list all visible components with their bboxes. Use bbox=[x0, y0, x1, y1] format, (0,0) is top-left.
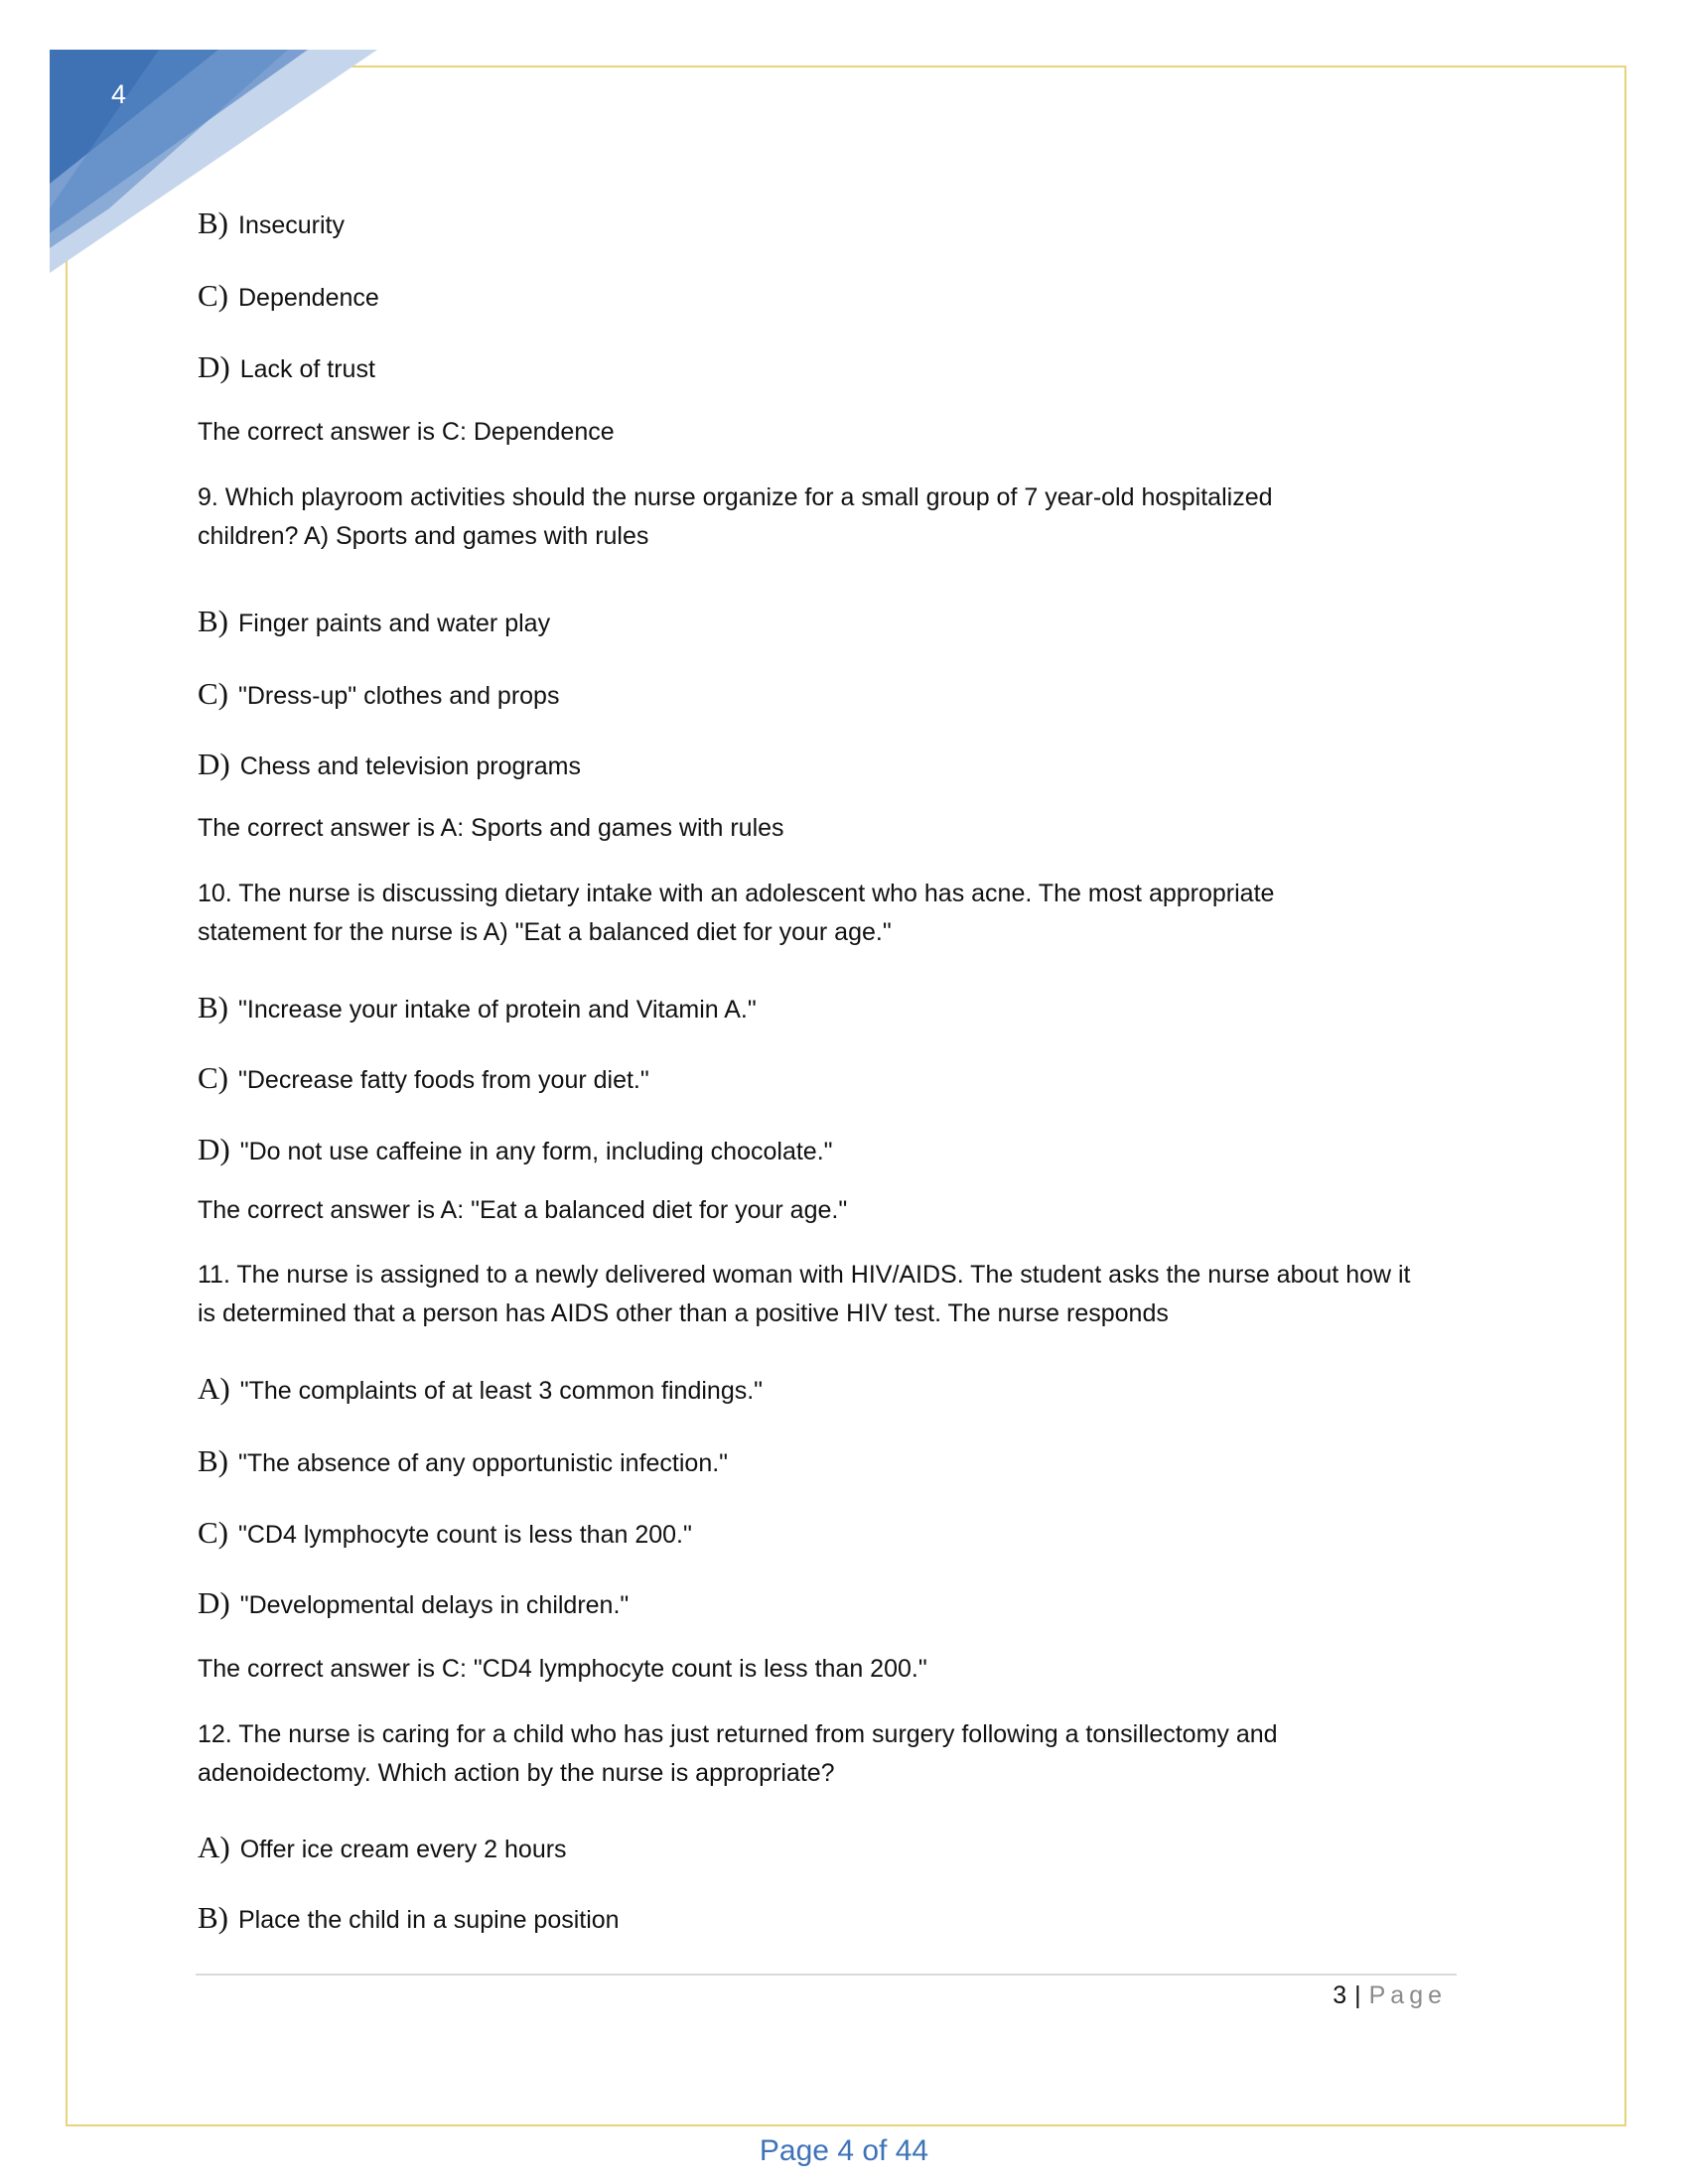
question-text bbox=[198, 1715, 1278, 1793]
correct-answer: The correct answer is C: "CD4 lymphocyte count is less than 200." bbox=[198, 1655, 927, 1683]
answer-option bbox=[198, 1828, 567, 1869]
option-text: Lack of trust bbox=[239, 355, 375, 383]
option-text: Insecurity bbox=[238, 211, 345, 239]
answer-option bbox=[198, 1898, 620, 1940]
option-text: "The complaints of at least 3 common findings." bbox=[239, 1377, 764, 1405]
option-letter: B) bbox=[198, 990, 228, 1024]
answer-option bbox=[198, 1513, 692, 1555]
answer-option bbox=[198, 988, 757, 1029]
question-text bbox=[198, 875, 1274, 952]
correct-answer: The correct answer is C: Dependence bbox=[198, 418, 615, 446]
option-letter: C) bbox=[198, 278, 228, 313]
answer-option bbox=[198, 1583, 629, 1625]
answer-option bbox=[198, 1369, 763, 1411]
correct-answer: The correct answer is A: "Eat a balanced diet for your age." bbox=[198, 1196, 848, 1224]
question-line: 12. The nurse is caring for a child who has just returned from surgery following a tonsillectomy and bbox=[198, 1720, 1278, 1748]
option-text: Place the child in a supine position bbox=[238, 1906, 620, 1934]
answer-option bbox=[198, 1058, 649, 1100]
answer-option bbox=[198, 1441, 728, 1483]
option-letter: D) bbox=[198, 747, 230, 781]
answer-option bbox=[198, 674, 559, 716]
option-letter: B) bbox=[198, 1900, 228, 1935]
page-separator: | bbox=[1354, 1981, 1361, 2009]
question-line: 11. The nurse is assigned to a newly delivered woman with HIV/AIDS. The student asks the nurse about how it bbox=[198, 1261, 1411, 1289]
question-line: 9. Which playroom activities should the nurse organize for a small group of 7 year-old hospitalized bbox=[198, 483, 1273, 511]
option-letter: D) bbox=[198, 349, 230, 384]
question-line: is determined that a person has AIDS other than a positive HIV test. The nurse responds bbox=[198, 1299, 1169, 1327]
option-text: "Developmental delays in children." bbox=[239, 1591, 630, 1619]
option-letter: C) bbox=[198, 1060, 228, 1095]
answer-option bbox=[198, 1130, 833, 1171]
option-letter: D) bbox=[198, 1132, 230, 1166]
answer-option bbox=[198, 204, 345, 245]
answer-option bbox=[198, 745, 581, 786]
footer-divider bbox=[196, 1974, 1457, 1976]
option-letter: B) bbox=[198, 604, 228, 638]
corner-page-number: 4 bbox=[111, 79, 127, 109]
page-number-label bbox=[1333, 1976, 1447, 2015]
answer-option bbox=[198, 602, 550, 643]
option-text: "Decrease fatty foods from your diet." bbox=[238, 1066, 649, 1094]
answer-option bbox=[198, 276, 379, 318]
option-letter: C) bbox=[198, 1515, 228, 1550]
option-text: "Dress-up" clothes and props bbox=[238, 682, 560, 710]
option-text: Offer ice cream every 2 hours bbox=[239, 1836, 567, 1863]
question-line: children? A) Sports and games with rules bbox=[198, 522, 649, 550]
question-line: statement for the nurse is A) "Eat a balanced diet for your age." bbox=[198, 918, 892, 946]
option-letter: A) bbox=[198, 1830, 230, 1864]
option-letter: B) bbox=[198, 1443, 228, 1478]
option-text: "Increase your intake of protein and Vitamin A." bbox=[238, 996, 757, 1024]
option-text: Dependence bbox=[238, 284, 379, 312]
option-letter: B) bbox=[198, 205, 228, 240]
option-text: "The absence of any opportunistic infection." bbox=[238, 1449, 729, 1477]
question-line: 10. The nurse is discussing dietary intake with an adolescent who has acne. The most appropriate bbox=[198, 880, 1275, 907]
page-number: 3 bbox=[1333, 1981, 1347, 2009]
option-text: "CD4 lymphocyte count is less than 200." bbox=[238, 1521, 692, 1549]
question-text bbox=[198, 478, 1273, 556]
option-letter: C) bbox=[198, 676, 228, 711]
answer-option bbox=[198, 347, 375, 389]
option-text: Finger paints and water play bbox=[238, 610, 551, 637]
option-letter: D) bbox=[198, 1585, 230, 1620]
option-letter: A) bbox=[198, 1371, 230, 1406]
option-text: "Do not use caffeine in any form, including chocolate." bbox=[239, 1138, 833, 1165]
correct-answer: The correct answer is A: Sports and games with rules bbox=[198, 814, 784, 842]
page-word: Page bbox=[1368, 1981, 1447, 2009]
question-text bbox=[198, 1256, 1411, 1333]
page-footer: Page 4 of 44 bbox=[759, 2134, 929, 2167]
question-line: adenoidectomy. Which action by the nurse is appropriate? bbox=[198, 1759, 835, 1787]
option-text: Chess and television programs bbox=[239, 752, 581, 780]
